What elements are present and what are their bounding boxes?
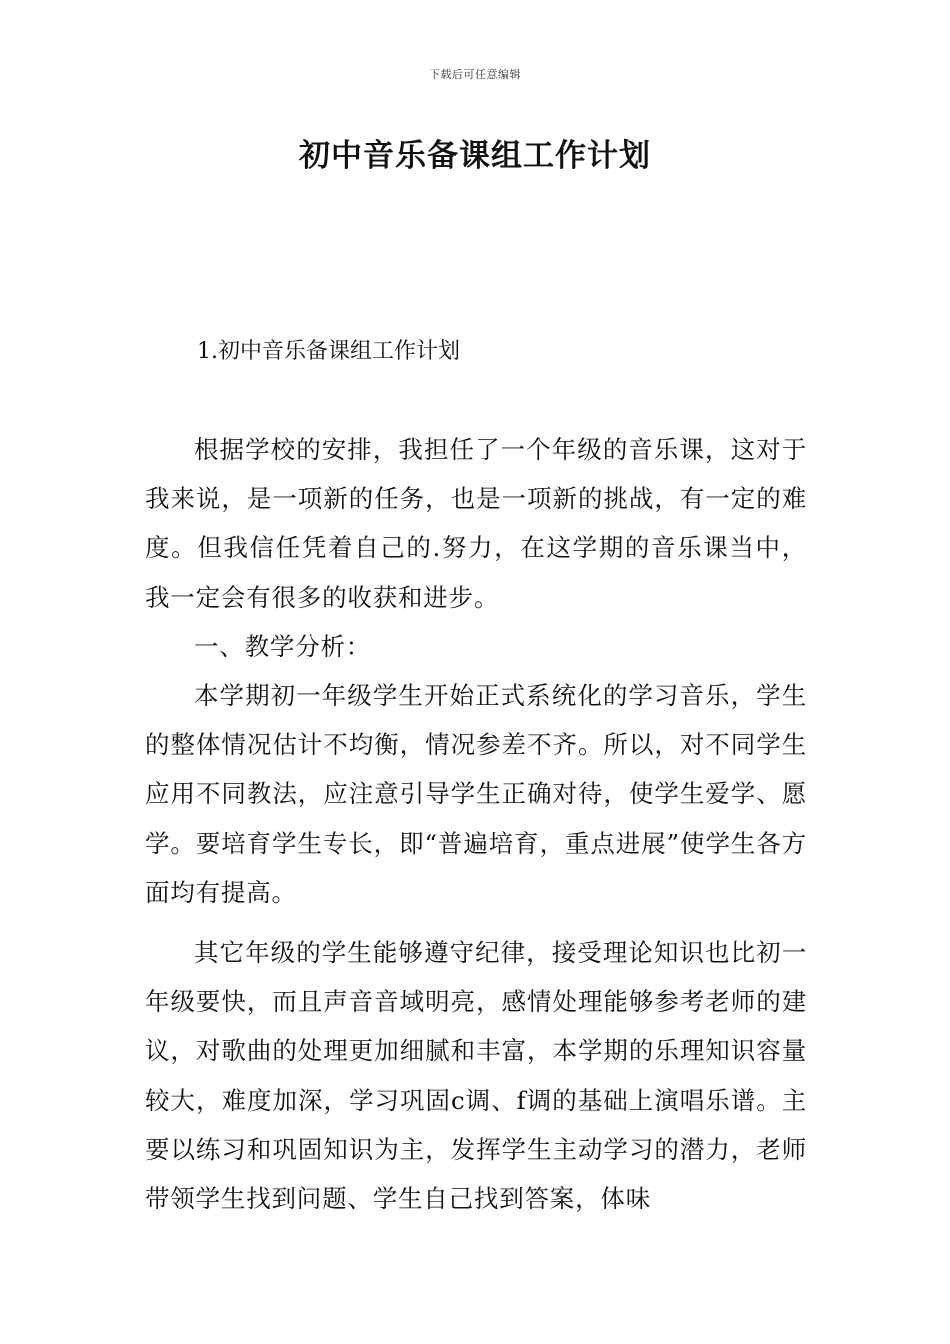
document-body	[145, 425, 807, 1223]
paragraph-intro: 根据学校的安排，我担任了一个年级的音乐课，这对于我来说，是一项新的任务，也是一项新的挑战，有一定的难度。但我信任凭着自己的.努力，在这学期的音乐课当中，我一定会有很多的收获和进步。	[145, 435, 807, 612]
header-note: 下载后可任意编辑	[429, 68, 521, 81]
paragraph-grade-one-analysis: 本学期初一年级学生开始正式系统化的学习音乐，学生的整体情况估计不均衡，情况参差不齐。所以，对不同学生应用不同教法，应注意引导学生正确对待，使学生爱学、愿学。要培育学生专长，即“普遍培育，重点进展”使学生各方面均有提高。	[145, 681, 807, 907]
section-heading: 1.初中音乐备课组工作计划	[197, 339, 460, 364]
document-title: 初中音乐备课组工作计划	[299, 138, 651, 174]
paragraph-other-grades-analysis: 其它年级的学生能够遵守纪律，接受理论知识也比初一年级要快，而且声音音域明亮，感情处理能够参考老师的建议，对歌曲的处理更加细腻和丰富，本学期的乐理知识容量较大，难度加深，学习巩固c调、f调的基础上演唱乐谱。主要以练习和巩固知识为主，发挥学生主动学习的潜力，老师带领学生找到问题、学生自己找到答案，体味	[145, 938, 807, 1214]
paragraph-teaching-analysis-heading: 一、教学分析：	[194, 631, 372, 661]
